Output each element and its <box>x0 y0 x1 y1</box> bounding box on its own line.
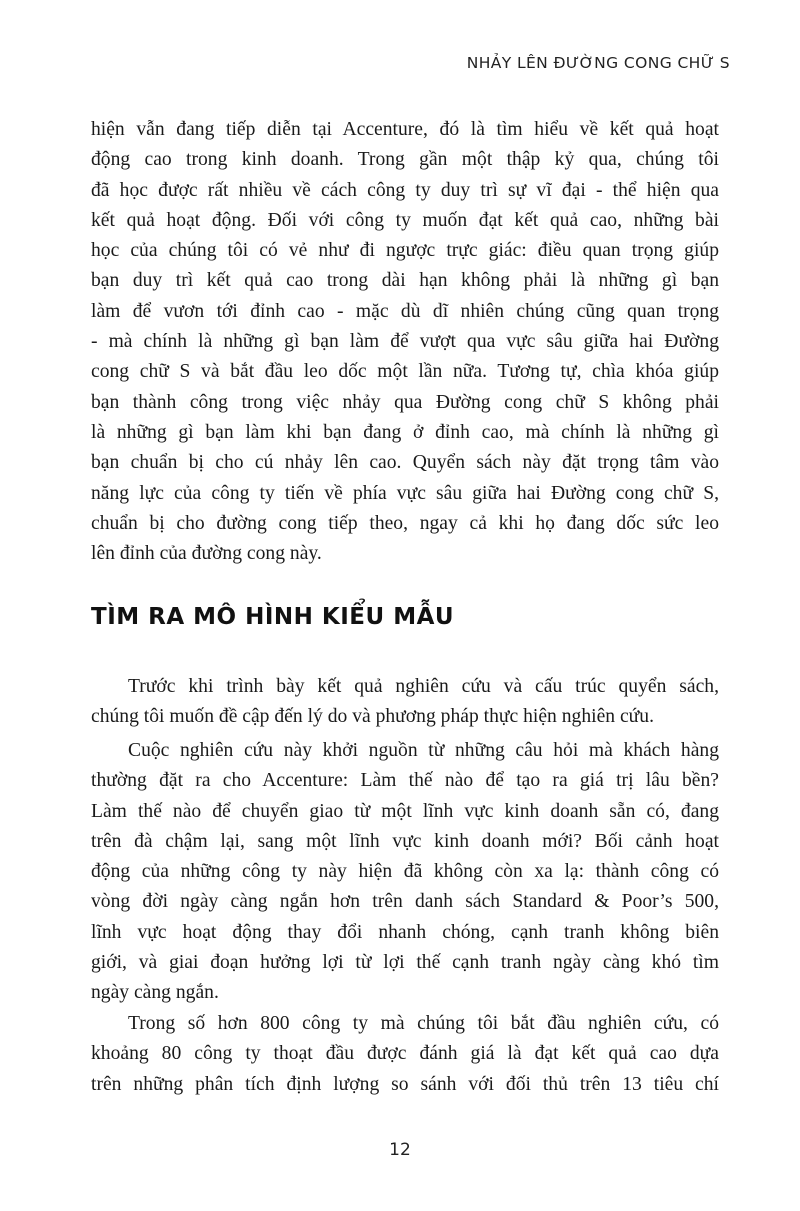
text-line: hiện vẫn đang tiếp diễn tại Accenture, đó là tìm hiểu về kết quả hoạt <box>91 119 719 140</box>
text-line: vòng đời ngày càng ngắn hơn trên danh sách Standard & Poor’s 500, <box>91 891 719 913</box>
text-line: làm để vươn tới đỉnh cao - mặc dù dĩ nhiên chúng cũng quan trọng <box>91 300 719 322</box>
section-heading: TÌM RA MÔ HÌNH KIỂU MẪU <box>91 604 455 630</box>
text-line: động của những công ty này hiện đã không còn xa lạ: thành công có <box>91 861 719 883</box>
text-line: bạn duy trì kết quả cao trong dài hạn không phải là những gì bạn <box>91 270 719 292</box>
text-line: khoảng 80 công ty thoạt đầu được đánh giá là đạt kết quả cao dựa <box>91 1043 719 1065</box>
paragraph-4 <box>91 1009 719 1100</box>
text-line: năng lực của công ty tiến về phía vực sâu giữa hai Đường cong chữ S, <box>91 482 719 504</box>
text-line: bạn chuẩn bị cho cú nhảy lên cao. Quyển sách này đặt trọng tâm vào <box>91 452 719 474</box>
text-line: bạn thành công trong việc nhảy qua Đường cong chữ S không phải <box>91 391 719 413</box>
text-line: học của chúng tôi có vẻ như đi ngược trực giác: điều quan trọng giúp <box>91 240 719 262</box>
text-line: là những gì bạn làm khi bạn đang ở đỉnh cao, mà chính là những gì <box>91 421 719 443</box>
paragraph-1 <box>91 115 719 569</box>
text-line: lĩnh vực hoạt động thay đổi nhanh chóng, cạnh tranh không biên <box>91 921 719 943</box>
paragraph-2 <box>91 672 719 733</box>
text-line: trên đà chậm lại, sang một lĩnh vực kinh doanh mới? Bối cảnh hoạt <box>91 830 719 852</box>
text-line: Trước khi trình bày kết quả nghiên cứu và cấu trúc quyển sách, <box>128 676 719 697</box>
text-line: - mà chính là những gì bạn làm để vượt qua vực sâu giữa hai Đường <box>91 331 719 353</box>
text-line: đã học được rất nhiều về cách công ty duy trì sự vĩ đại - thể hiện qua <box>91 179 719 201</box>
text-line: cong chữ S và bắt đầu leo dốc một lần nữa. Tương tự, chìa khóa giúp <box>91 361 719 383</box>
text-line: chúng tôi muốn đề cập đến lý do và phương pháp thực hiện nghiên cứu. <box>91 706 654 728</box>
text-line: giới, và giai đoạn hưởng lợi từ lợi thế cạnh tranh ngày càng khó tìm <box>91 952 719 974</box>
text-line: động cao trong kinh doanh. Trong gần một thập kỷ qua, chúng tôi <box>91 149 719 171</box>
text-line: thường đặt ra cho Accenture: Làm thế nào để tạo ra giá trị lâu bền? <box>91 770 719 792</box>
text-line: chuẩn bị cho đường cong tiếp theo, ngay cả khi họ đang dốc sức leo <box>91 512 719 534</box>
text-line: Cuộc nghiên cứu này khởi nguồn từ những câu hỏi mà khách hàng <box>128 740 719 761</box>
running-header: NHẢY LÊN ĐƯỜNG CONG CHỮ S <box>466 54 730 72</box>
text-line: lên đỉnh của đường cong này. <box>91 543 322 565</box>
text-line: ngày càng ngắn. <box>91 982 219 1004</box>
page-number: 12 <box>389 1140 411 1160</box>
text-line: Trong số hơn 800 công ty mà chúng tôi bắt đầu nghiên cứu, có <box>128 1013 719 1034</box>
text-line: trên những phân tích định lượng so sánh với đối thủ trên 13 tiêu chí <box>91 1073 719 1095</box>
text-line: Làm thế nào để chuyển giao từ một lĩnh vực kinh doanh sẵn có, đang <box>91 800 719 822</box>
paragraph-3 <box>91 736 719 1009</box>
text-line: kết quả hoạt động. Đối với công ty muốn đạt kết quả cao, những bài <box>91 209 719 231</box>
